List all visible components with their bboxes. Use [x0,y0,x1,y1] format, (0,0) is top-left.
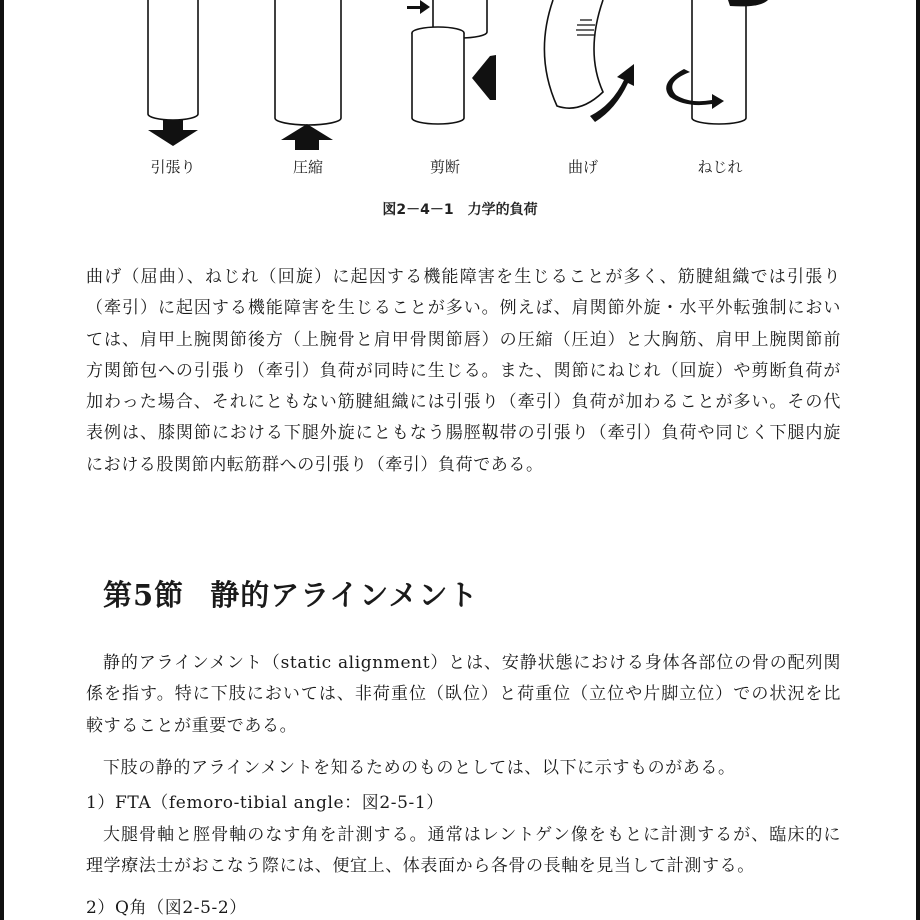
figure-label-shear: 剪断 [429,158,460,176]
figure-label-torsion: ねじれ [697,158,743,176]
torsion-arrow-top [728,0,768,6]
figure-caption: 図2－4－1 力学的負荷 [382,202,538,218]
item-q-angle-title: 2）Q角（図2-5-2） [86,898,247,918]
figure-label-tension: 引張り [150,158,196,176]
section-number: 第5節 [103,578,185,612]
section-heading [103,573,478,614]
intro-paragraph: 曲げ（屈曲）、ねじれ（回旋）に起因する機能障害を生じることが多く、筋腱組織では引張り（牽引）に起因する機能障害を生じることが多い。例えば、肩関節外旋・水平外転強制においては、肩甲上腕関節後方（上腕骨と肩甲骨関節唇）の圧縮（圧迫）と大胸筋、肩甲上腕関節前方関節包への引張り（牽引）負荷が同時に生じる。また、関節にねじれ（回旋）や剪断負荷が加わった場合、それにともない筋腱組織には引張り（牽引）負荷が加わることが多い。その代表例は、膝関節における下腿外旋にともなう腸脛靱帯の引張り（牽引）負荷や同じく下腿内旋における股関節内転筋群への引張り（牽引）負荷である。 [86,267,841,475]
mechanical-load-figure [0,0,920,230]
section-title: 静的アラインメント [210,578,479,612]
compression-arrow [281,124,333,150]
figure-label-bending: 曲げ [567,158,598,176]
bending-cylinder [544,0,603,108]
definition-paragraph: 静的アラインメント（static alignment）とは、安静状態における身体各部位の骨の配列関係を指す。特に下肢においては、非荷重位（臥位）と荷重位（立位や片脚立位）での状況を比較することが重要である。 [86,653,841,736]
list-intro-paragraph: 下肢の静的アラインメントを知るためのものとしては、以下に示すものがある。 [103,758,736,778]
compression-cylinder [275,0,341,125]
tension-cylinder [148,0,198,120]
fta-paragraph: 大腿骨軸と脛骨軸のなす角を計測する。通常はレントゲン像をもとに計測するが、臨床的に理学療法士がおこなう際には、便宜上、体表面から各骨の長軸を見当して計測する。 [86,825,841,877]
load-diagram [0,0,920,150]
shear-arrow-top [407,0,430,14]
figure-label-compression: 圧縮 [292,158,323,176]
tension-arrow [148,120,198,146]
torsion-cylinder [692,0,746,124]
shear-lower-cylinder [412,33,464,124]
shear-arrow-side [472,55,496,100]
item-fta-title: 1）FTA（femoro-tibial angle：図2-5-1） [86,793,444,813]
